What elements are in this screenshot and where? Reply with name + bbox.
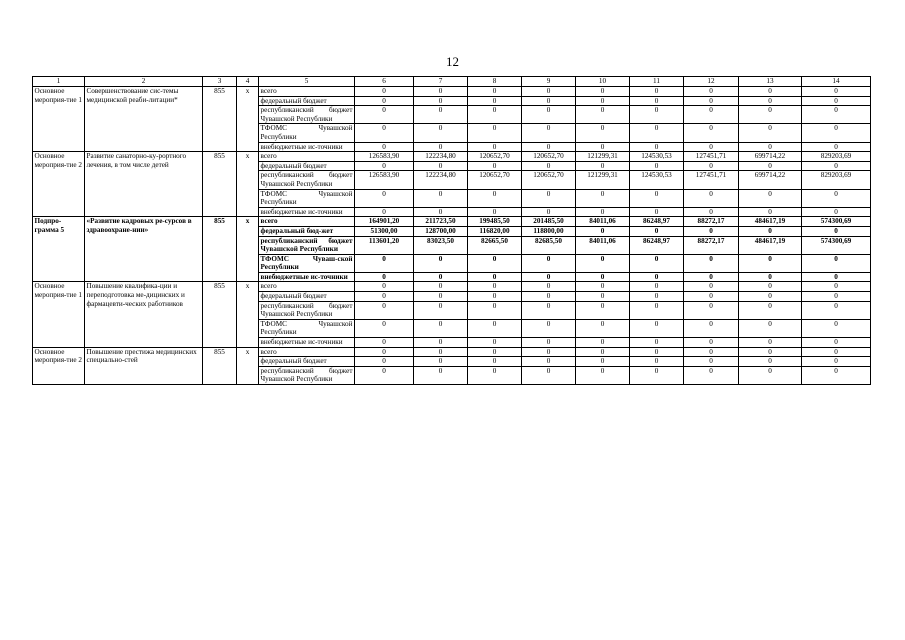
amount-cell: 0 (802, 282, 871, 292)
amount-cell: 84011,06 (576, 217, 630, 227)
amount-cell: 0 (576, 282, 630, 292)
amount-cell: 121299,31 (576, 171, 630, 189)
amount-cell: 0 (684, 357, 739, 367)
funding-source-cell: федеральный бюджет (259, 96, 355, 106)
amount-cell: 0 (630, 96, 684, 106)
amount-cell: 0 (355, 106, 414, 124)
amount-cell: 0 (522, 106, 576, 124)
executor-code-cell: 855 (203, 152, 237, 217)
amount-cell: 0 (739, 96, 802, 106)
amount-cell: 0 (576, 292, 630, 302)
amount-cell: 0 (576, 272, 630, 282)
funding-source-cell: ТФОМС Чувашской Республики (260, 319, 353, 337)
amount-cell: 0 (739, 124, 802, 142)
event-number-cell: Основное мероприя-тие 2 (33, 347, 85, 384)
amount-cell: 0 (414, 282, 468, 292)
amount-cell: 84011,06 (576, 236, 630, 254)
amount-cell: 0 (684, 189, 739, 207)
funding-source-cell: всего (259, 87, 355, 97)
marker-cell: х (237, 282, 259, 347)
amount-cell: 0 (468, 161, 522, 171)
amount-cell: 0 (630, 124, 684, 142)
amount-cell: 120652,70 (522, 152, 576, 162)
amount-cell: 0 (684, 161, 739, 171)
amount-cell: 0 (802, 142, 871, 152)
amount-cell: 0 (414, 142, 468, 152)
amount-cell: 0 (576, 319, 630, 337)
funding-source-cell: федеральный бюджет (259, 161, 355, 171)
amount-cell: 0 (576, 338, 630, 348)
amount-cell: 82665,50 (468, 236, 522, 254)
amount-cell: 126583,90 (355, 171, 414, 189)
table-header-row (33, 77, 871, 87)
funding-source-cell: федеральный бюджет (259, 357, 355, 367)
amount-cell: 0 (630, 347, 684, 357)
amount-cell: 699714,22 (739, 152, 802, 162)
funding-source-cell: внебюджетные ис-точники (259, 338, 355, 348)
amount-cell: 0 (414, 161, 468, 171)
amount-cell: 0 (355, 161, 414, 171)
amount-cell: 0 (684, 124, 739, 142)
budget-table (32, 76, 871, 385)
funding-source-cell: республиканский бюджет Чувашской Республики (260, 106, 353, 123)
amount-cell: 0 (414, 301, 468, 319)
marker-cell: х (237, 217, 259, 282)
amount-cell: 0 (414, 106, 468, 124)
table-row (33, 347, 871, 357)
amount-cell: 0 (355, 347, 414, 357)
amount-cell: 0 (630, 366, 684, 384)
amount-cell: 88272,17 (684, 217, 739, 227)
amount-cell: 0 (468, 189, 522, 207)
amount-cell: 0 (355, 301, 414, 319)
amount-cell: 0 (684, 142, 739, 152)
amount-cell: 0 (576, 347, 630, 357)
amount-cell: 126583,90 (355, 152, 414, 162)
amount-cell: 0 (468, 338, 522, 348)
amount-cell: 0 (414, 254, 468, 272)
amount-cell: 127451,71 (684, 152, 739, 162)
amount-cell: 0 (468, 142, 522, 152)
amount-cell: 113601,20 (355, 236, 414, 254)
amount-cell: 0 (355, 319, 414, 337)
amount-cell: 0 (522, 96, 576, 106)
executor-code-cell: 855 (203, 347, 237, 384)
marker-cell: х (237, 87, 259, 152)
amount-cell: 0 (355, 87, 414, 97)
column-header: 3 (203, 77, 237, 87)
table-row (33, 217, 871, 227)
column-header: 11 (630, 77, 684, 87)
marker-cell: х (237, 347, 259, 384)
amount-cell: 0 (630, 87, 684, 97)
column-header: 14 (802, 77, 871, 87)
amount-cell: 120652,70 (468, 171, 522, 189)
amount-cell: 0 (355, 142, 414, 152)
amount-cell: 0 (355, 207, 414, 217)
funding-source-cell: внебюджетные ис-точники (259, 207, 355, 217)
amount-cell: 120652,70 (522, 171, 576, 189)
amount-cell: 0 (739, 106, 802, 124)
amount-cell: 0 (468, 272, 522, 282)
event-title-cell: Совершенствование сис-темы медицинской реаби-литации* (85, 87, 203, 152)
amount-cell: 0 (468, 366, 522, 384)
column-header: 2 (85, 77, 203, 87)
amount-cell: 86248,97 (630, 217, 684, 227)
amount-cell: 0 (576, 161, 630, 171)
amount-cell: 0 (414, 347, 468, 357)
column-header: 12 (684, 77, 739, 87)
amount-cell: 0 (355, 189, 414, 207)
funding-source-cell: всего (259, 217, 355, 227)
amount-cell: 0 (802, 357, 871, 367)
amount-cell: 127451,71 (684, 171, 739, 189)
column-header: 6 (355, 77, 414, 87)
amount-cell: 0 (739, 87, 802, 97)
amount-cell: 0 (576, 254, 630, 272)
amount-cell: 484617,19 (739, 236, 802, 254)
amount-cell: 121299,31 (576, 152, 630, 162)
amount-cell: 0 (684, 207, 739, 217)
amount-cell: 0 (802, 254, 871, 272)
amount-cell: 0 (468, 319, 522, 337)
event-title-cell: Развитие санаторно-ку-рортного лечения, в том числе детей (85, 152, 203, 217)
amount-cell: 0 (630, 272, 684, 282)
funding-source-cell: ТФОМС Чувашской Республики (260, 124, 353, 141)
amount-cell: 0 (739, 347, 802, 357)
amount-cell: 0 (739, 161, 802, 171)
amount-cell: 0 (468, 347, 522, 357)
executor-code-cell: 855 (203, 282, 237, 347)
amount-cell: 0 (522, 189, 576, 207)
amount-cell: 0 (630, 282, 684, 292)
amount-cell: 0 (468, 207, 522, 217)
amount-cell: 0 (414, 357, 468, 367)
amount-cell: 0 (802, 189, 871, 207)
amount-cell: 0 (414, 87, 468, 97)
amount-cell: 0 (630, 106, 684, 124)
amount-cell: 0 (576, 301, 630, 319)
amount-cell: 0 (468, 282, 522, 292)
amount-cell: 0 (684, 254, 739, 272)
marker-cell: х (237, 152, 259, 217)
amount-cell: 0 (630, 357, 684, 367)
amount-cell: 829203,69 (802, 152, 871, 162)
amount-cell: 0 (684, 272, 739, 282)
amount-cell: 0 (576, 87, 630, 97)
event-number-cell: Подпро-грамма 5 (33, 217, 85, 282)
amount-cell: 88272,17 (684, 236, 739, 254)
amount-cell: 122234,80 (414, 171, 468, 189)
amount-cell: 0 (630, 189, 684, 207)
table-row (33, 87, 871, 97)
amount-cell: 0 (522, 292, 576, 302)
amount-cell: 0 (576, 366, 630, 384)
amount-cell: 0 (630, 226, 684, 236)
amount-cell: 0 (739, 292, 802, 302)
funding-source-cell: всего (259, 152, 355, 162)
amount-cell: 0 (684, 226, 739, 236)
event-title-cell: Повышение квалифика-ции и переподготовка ме-дицинских и фармацевти-ческих работников (85, 282, 203, 347)
amount-cell: 0 (802, 366, 871, 384)
amount-cell: 0 (739, 226, 802, 236)
amount-cell: 0 (802, 207, 871, 217)
funding-source-cell: федеральный бюджет (259, 292, 355, 302)
amount-cell: 0 (802, 301, 871, 319)
amount-cell: 86248,97 (630, 236, 684, 254)
amount-cell: 124530,53 (630, 152, 684, 162)
amount-cell: 0 (522, 301, 576, 319)
amount-cell: 0 (414, 207, 468, 217)
amount-cell: 0 (576, 357, 630, 367)
amount-cell: 0 (468, 292, 522, 302)
amount-cell: 83023,50 (414, 236, 468, 254)
amount-cell: 0 (576, 106, 630, 124)
amount-cell: 0 (468, 357, 522, 367)
event-number-cell: Основное мероприя-тие 1 (33, 282, 85, 347)
table-row (33, 282, 871, 292)
funding-source-cell: федеральный бюд-жет (259, 226, 355, 236)
amount-cell: 118800,00 (522, 226, 576, 236)
funding-source-cell: внебюджетные ис-точники (259, 142, 355, 152)
column-header: 5 (259, 77, 355, 87)
amount-cell: 0 (684, 87, 739, 97)
amount-cell: 0 (630, 207, 684, 217)
amount-cell: 0 (802, 319, 871, 337)
event-number-cell: Основное мероприя-тие 1 (33, 87, 85, 152)
amount-cell: 0 (414, 319, 468, 337)
amount-cell: 0 (802, 87, 871, 97)
executor-code-cell: 855 (203, 87, 237, 152)
amount-cell: 0 (522, 124, 576, 142)
amount-cell: 0 (739, 338, 802, 348)
amount-cell: 0 (576, 96, 630, 106)
amount-cell: 0 (802, 96, 871, 106)
amount-cell: 0 (355, 338, 414, 348)
amount-cell: 484617,19 (739, 217, 802, 227)
amount-cell: 0 (522, 366, 576, 384)
amount-cell: 0 (355, 272, 414, 282)
amount-cell: 0 (522, 207, 576, 217)
amount-cell: 0 (522, 161, 576, 171)
amount-cell: 0 (355, 282, 414, 292)
amount-cell: 0 (739, 301, 802, 319)
column-header: 4 (237, 77, 259, 87)
amount-cell: 211723,50 (414, 217, 468, 227)
column-header: 1 (33, 77, 85, 87)
amount-cell: 164901,20 (355, 217, 414, 227)
amount-cell: 0 (414, 366, 468, 384)
amount-cell: 0 (576, 142, 630, 152)
amount-cell: 0 (522, 319, 576, 337)
amount-cell: 0 (414, 96, 468, 106)
amount-cell: 699714,22 (739, 171, 802, 189)
amount-cell: 0 (739, 142, 802, 152)
amount-cell: 0 (576, 189, 630, 207)
page-number: 12 (446, 54, 459, 69)
funding-source-cell: республиканский бюджет Чувашской Республики (260, 171, 353, 188)
amount-cell: 128700,00 (414, 226, 468, 236)
amount-cell: 0 (739, 357, 802, 367)
amount-cell: 0 (355, 357, 414, 367)
amount-cell: 0 (630, 254, 684, 272)
amount-cell: 199485,50 (468, 217, 522, 227)
amount-cell: 0 (684, 301, 739, 319)
funding-source-cell: всего (259, 347, 355, 357)
amount-cell: 0 (684, 338, 739, 348)
amount-cell: 0 (414, 189, 468, 207)
amount-cell: 0 (355, 124, 414, 142)
amount-cell: 0 (414, 292, 468, 302)
amount-cell: 0 (355, 292, 414, 302)
funding-source-cell: ТФОМС Чуваш-ской Республики (260, 254, 353, 272)
amount-cell: 0 (739, 272, 802, 282)
amount-cell: 0 (630, 161, 684, 171)
event-title-cell: Повышение престижа медицинских специально-стей (85, 347, 203, 384)
amount-cell: 0 (739, 254, 802, 272)
amount-cell: 120652,70 (468, 152, 522, 162)
amount-cell: 116820,00 (468, 226, 522, 236)
amount-cell: 574300,69 (802, 217, 871, 227)
amount-cell: 0 (802, 338, 871, 348)
amount-cell: 0 (522, 347, 576, 357)
funding-source-cell: всего (259, 282, 355, 292)
amount-cell: 0 (684, 366, 739, 384)
amount-cell: 0 (355, 366, 414, 384)
event-number-cell: Основное мероприя-тие 2 (33, 152, 85, 217)
amount-cell: 0 (522, 282, 576, 292)
amount-cell: 0 (468, 254, 522, 272)
amount-cell: 0 (576, 226, 630, 236)
amount-cell: 0 (802, 292, 871, 302)
amount-cell: 0 (630, 301, 684, 319)
amount-cell: 122234,80 (414, 152, 468, 162)
amount-cell: 0 (355, 96, 414, 106)
amount-cell: 829203,69 (802, 171, 871, 189)
executor-code-cell: 855 (203, 217, 237, 282)
amount-cell: 0 (414, 124, 468, 142)
column-header: 7 (414, 77, 468, 87)
amount-cell: 0 (522, 254, 576, 272)
funding-source-cell: республиканский бюджет Чувашской Республики (260, 366, 353, 384)
amount-cell: 0 (739, 207, 802, 217)
amount-cell: 0 (739, 189, 802, 207)
amount-cell: 0 (522, 338, 576, 348)
amount-cell: 0 (739, 319, 802, 337)
table-body (33, 77, 871, 385)
amount-cell: 0 (684, 106, 739, 124)
amount-cell: 0 (630, 292, 684, 302)
column-header: 10 (576, 77, 630, 87)
table-row (33, 152, 871, 162)
amount-cell: 82685,50 (522, 236, 576, 254)
amount-cell: 0 (802, 272, 871, 282)
amount-cell: 0 (414, 338, 468, 348)
amount-cell: 0 (522, 87, 576, 97)
amount-cell: 0 (802, 226, 871, 236)
event-title-cell: «Развитие кадровых ре-сурсов в здравоохране-нии» (85, 217, 203, 282)
amount-cell: 0 (522, 272, 576, 282)
amount-cell: 0 (802, 347, 871, 357)
amount-cell: 0 (739, 366, 802, 384)
amount-cell: 0 (522, 142, 576, 152)
funding-source-cell: республиканский бюджет Чувашской Республики (260, 236, 353, 254)
amount-cell: 0 (739, 282, 802, 292)
amount-cell: 0 (684, 319, 739, 337)
amount-cell: 0 (355, 254, 414, 272)
amount-cell: 124530,53 (630, 171, 684, 189)
amount-cell: 0 (522, 357, 576, 367)
amount-cell: 0 (684, 292, 739, 302)
amount-cell: 0 (414, 272, 468, 282)
amount-cell: 574300,69 (802, 236, 871, 254)
amount-cell: 0 (468, 87, 522, 97)
amount-cell: 0 (802, 124, 871, 142)
column-header: 8 (468, 77, 522, 87)
funding-source-cell: республиканский бюджет Чувашской Республики (260, 301, 353, 319)
amount-cell: 0 (630, 142, 684, 152)
amount-cell: 0 (468, 124, 522, 142)
column-header: 13 (739, 77, 802, 87)
amount-cell: 0 (802, 161, 871, 171)
amount-cell: 0 (802, 106, 871, 124)
funding-source-cell: ТФОМС Чувашской Республики (260, 189, 353, 207)
amount-cell: 0 (684, 282, 739, 292)
amount-cell: 0 (468, 106, 522, 124)
amount-cell: 0 (468, 96, 522, 106)
amount-cell: 0 (684, 347, 739, 357)
amount-cell: 201485,50 (522, 217, 576, 227)
amount-cell: 0 (576, 124, 630, 142)
amount-cell: 51300,00 (355, 226, 414, 236)
amount-cell: 0 (630, 338, 684, 348)
amount-cell: 0 (630, 319, 684, 337)
amount-cell: 0 (684, 96, 739, 106)
funding-source-cell: внебюджетные ис-точники (259, 272, 355, 282)
column-header: 9 (522, 77, 576, 87)
amount-cell: 0 (576, 207, 630, 217)
amount-cell: 0 (468, 301, 522, 319)
